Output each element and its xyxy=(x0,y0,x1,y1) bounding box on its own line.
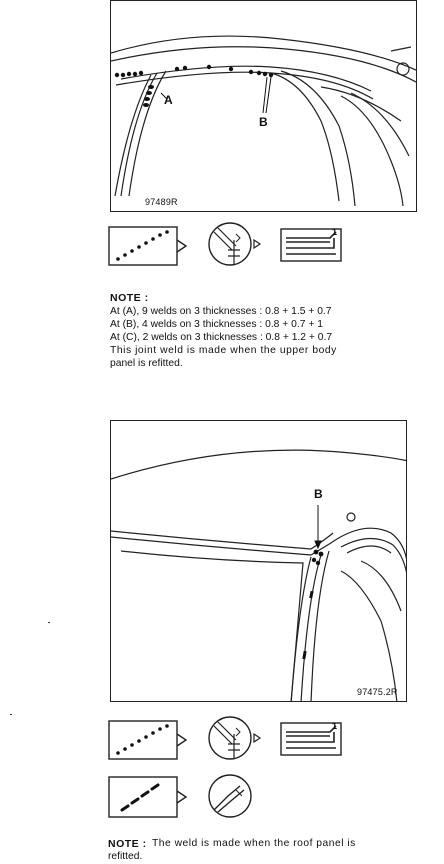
figure-2-roof-panel xyxy=(110,420,407,702)
note-1-line-3: At (C), 2 welds on 3 thicknesses : 0.8 + 1.2 + 0.7 xyxy=(110,332,333,343)
note-2-text-continued: refitted. xyxy=(108,851,143,862)
weld-pattern-icon-2 xyxy=(108,720,190,760)
note-2-text: The weld is made when the roof panel is xyxy=(152,838,356,849)
weld-pattern-icon xyxy=(108,226,190,266)
note-1-line-2: At (B), 4 welds on 3 thicknesses : 0.8 + 0.7 + 1 xyxy=(110,319,323,330)
label-b-figure-2: B xyxy=(314,487,323,501)
scan-speck xyxy=(10,714,12,715)
step-number: 1 xyxy=(332,227,338,237)
panel-section-icon-2 xyxy=(280,722,344,758)
spot-weld-gun-icon xyxy=(206,220,266,270)
spot-weld-gun-icon-2 xyxy=(206,714,266,764)
figure-1-upper-panel xyxy=(110,0,417,212)
note-1-line-5: panel is refitted. xyxy=(110,358,183,369)
mig-torch-icon xyxy=(206,772,262,822)
note-1-line-1: At (A), 9 welds on 3 thicknesses : 0.8 + 1.5 + 0.7 xyxy=(110,306,332,317)
figure-1-drawing xyxy=(111,1,417,212)
figure-2-reference: 97475.2R xyxy=(357,687,398,697)
label-b: B xyxy=(259,115,268,129)
note-1-heading: NOTE : xyxy=(110,292,149,304)
scan-speck xyxy=(48,622,50,623)
note-1-line-4: This joint weld is made when the upper body xyxy=(110,345,337,356)
panel-section-icon xyxy=(280,228,344,264)
joint-weld-pattern-icon xyxy=(108,776,190,818)
figure-2-drawing xyxy=(111,421,407,702)
step-number-2: 1 xyxy=(332,721,338,731)
note-2-heading: NOTE : xyxy=(108,838,147,850)
label-a: A xyxy=(164,93,173,107)
figure-1-reference: 97489R xyxy=(145,197,178,207)
